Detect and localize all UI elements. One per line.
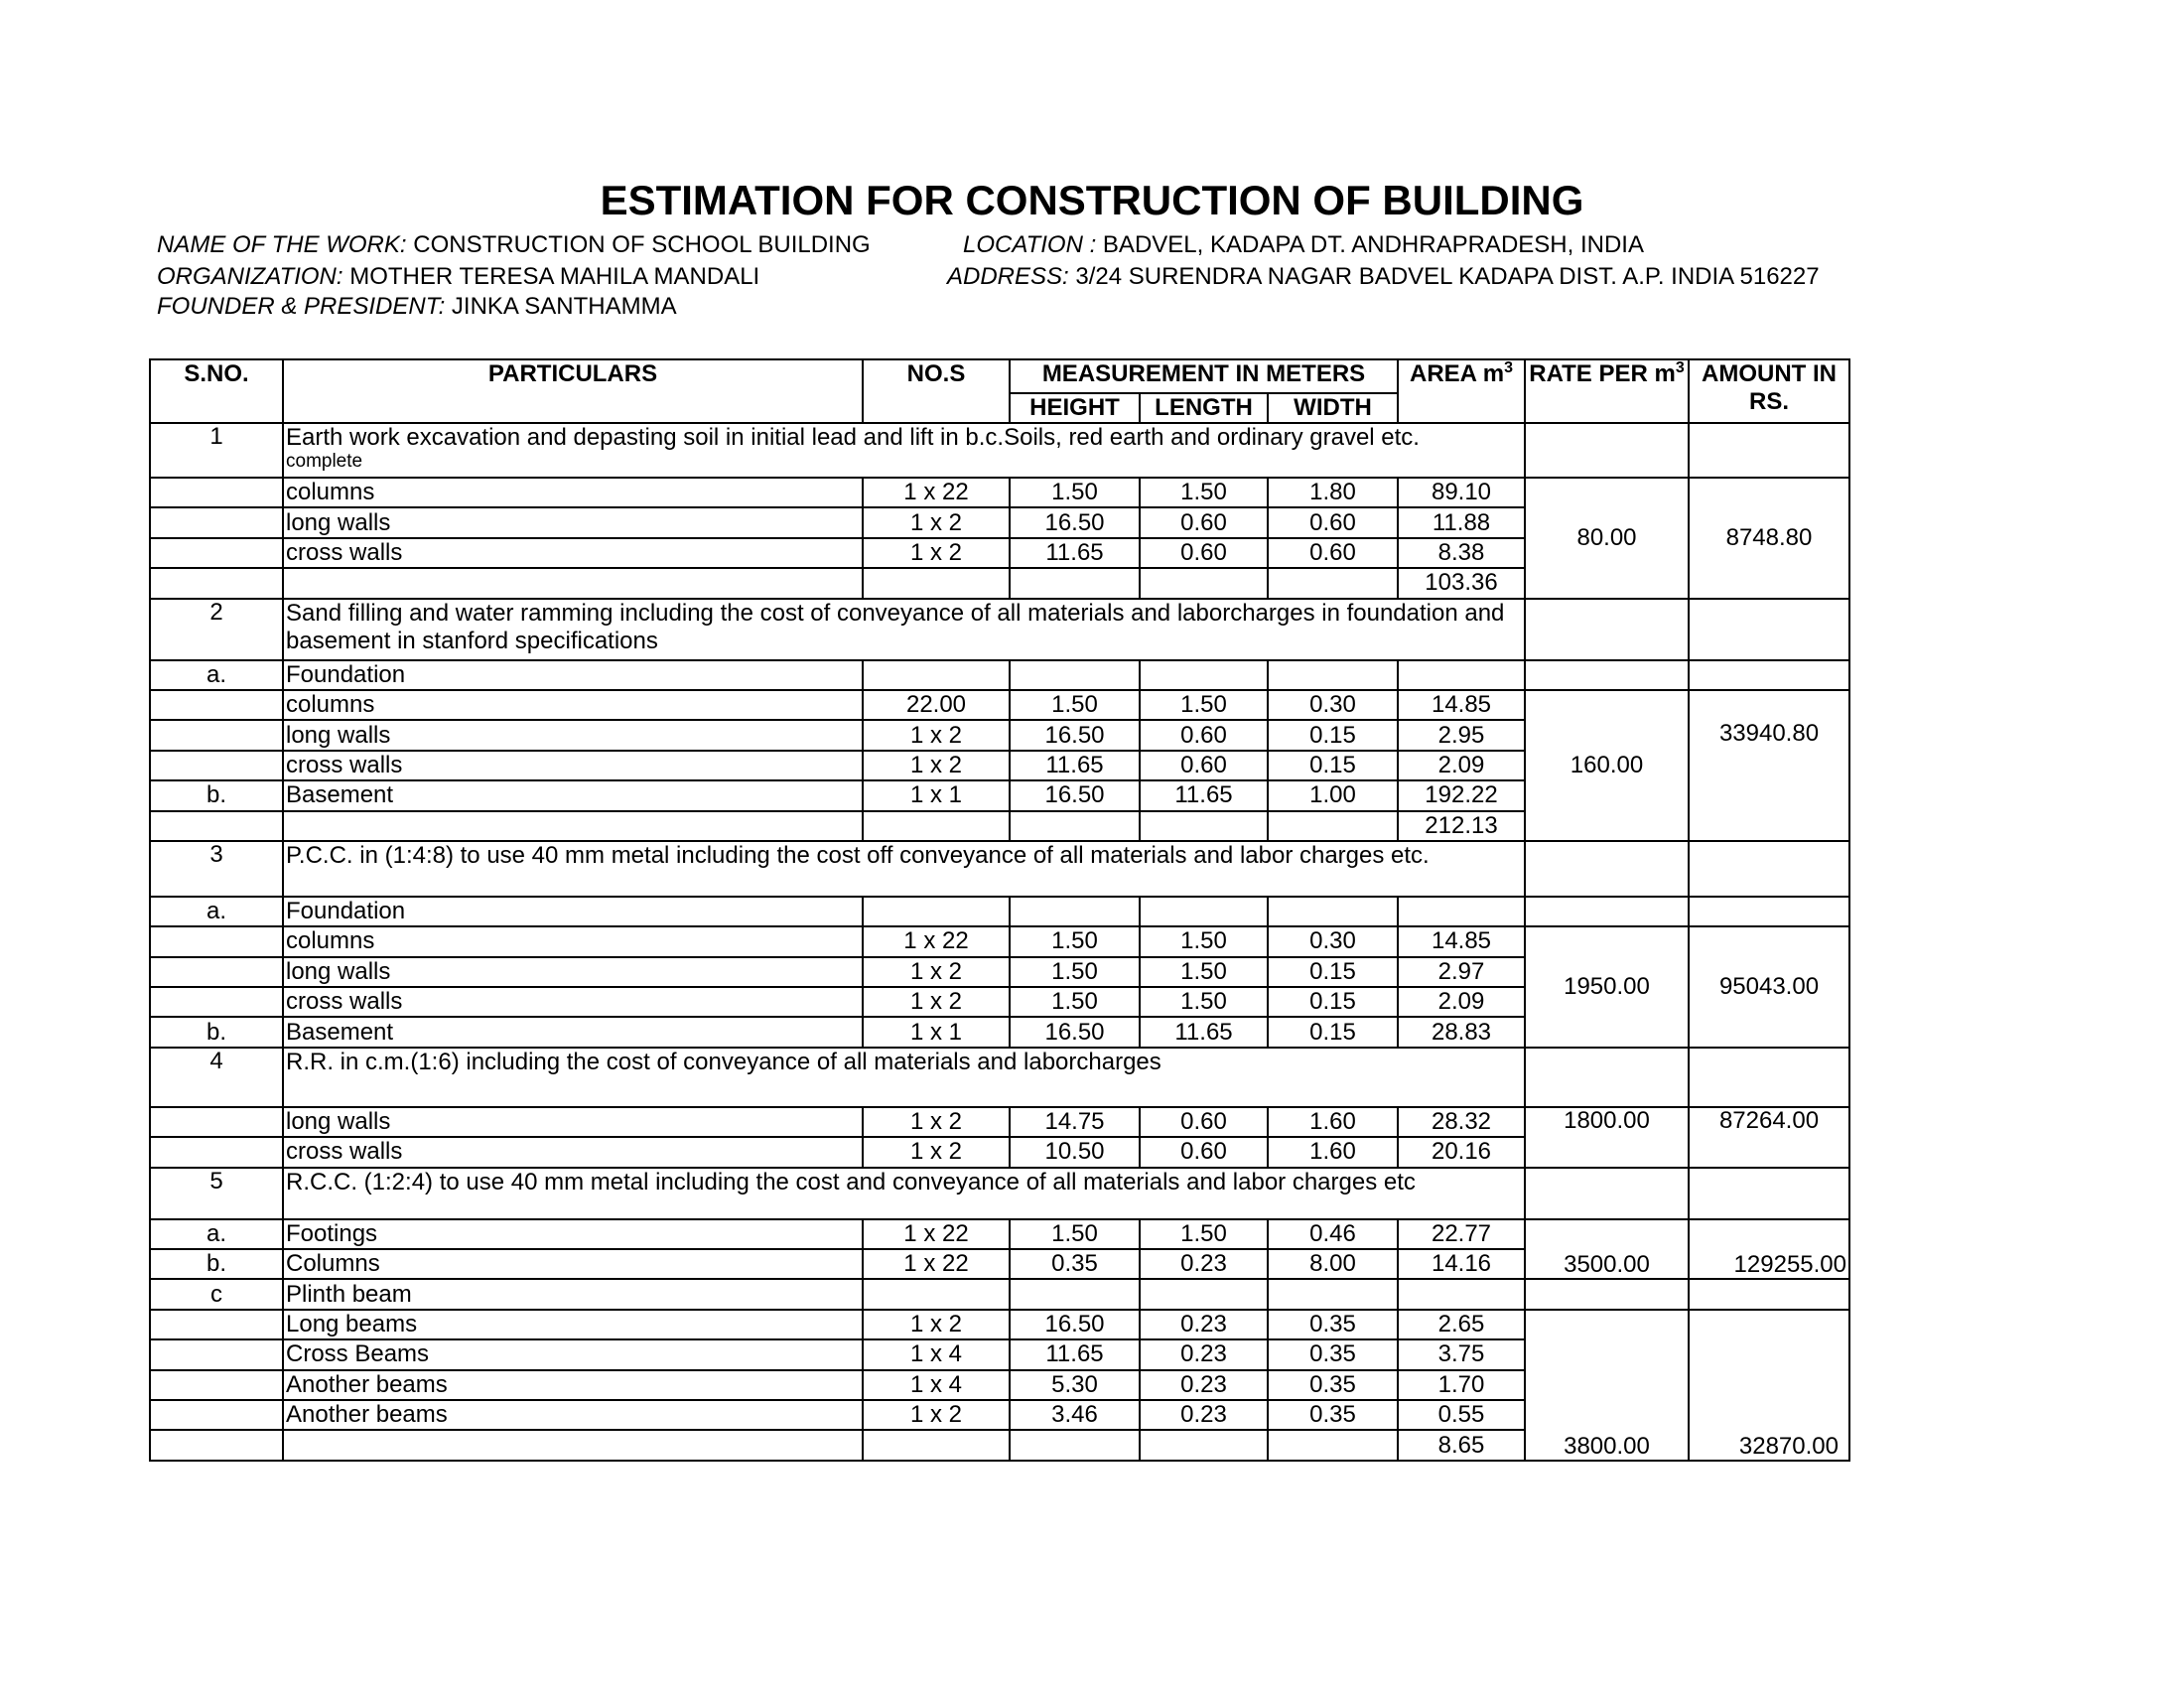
amount-cell: 87264.00	[1689, 1107, 1849, 1168]
table-row	[150, 926, 1849, 956]
item-width	[1268, 1430, 1398, 1460]
item-sno	[150, 1137, 283, 1167]
estimate-table	[149, 358, 1850, 1462]
rate-cell: 3800.00	[1525, 1310, 1689, 1461]
item-area: 2.65	[1398, 1310, 1525, 1339]
item-area: 20.16	[1398, 1137, 1525, 1167]
rate-cell	[1525, 1048, 1689, 1107]
item-width	[1268, 897, 1398, 926]
item-height: 11.65	[1010, 751, 1140, 780]
work-value: CONSTRUCTION OF SCHOOL BUILDING	[413, 231, 871, 258]
item-area: 14.85	[1398, 926, 1525, 956]
item-sno	[150, 690, 283, 720]
item-sno: b.	[150, 1249, 283, 1279]
item-length	[1140, 1430, 1268, 1460]
item-area: 2.95	[1398, 720, 1525, 750]
table-row	[150, 1219, 1849, 1249]
item-width	[1268, 568, 1398, 598]
location-label: LOCATION :	[963, 231, 1097, 258]
table-row	[150, 478, 1849, 507]
item-width	[1268, 811, 1398, 841]
item-nos: 1 x 2	[863, 1107, 1010, 1137]
item-sno	[150, 1430, 283, 1460]
item-sno	[150, 987, 283, 1017]
item-particulars: Basement	[283, 1017, 863, 1047]
section-description	[283, 599, 1525, 660]
section-description	[283, 841, 1525, 897]
section-number: 5	[150, 1168, 283, 1219]
item-length: 1.50	[1140, 478, 1268, 507]
item-length	[1140, 811, 1268, 841]
item-nos	[863, 568, 1010, 598]
item-width: 1.60	[1268, 1137, 1398, 1167]
header-sno: S.NO.	[150, 359, 283, 423]
item-sno: b.	[150, 1017, 283, 1047]
item-particulars: long walls	[283, 1107, 863, 1137]
item-length	[1140, 660, 1268, 690]
amount-cell: 33940.80	[1689, 690, 1849, 841]
item-nos: 1 x 4	[863, 1339, 1010, 1369]
item-particulars	[283, 1430, 863, 1460]
item-particulars: Columns	[283, 1249, 863, 1279]
item-nos: 1 x 22	[863, 1219, 1010, 1249]
item-nos: 1 x 1	[863, 780, 1010, 810]
item-height: 10.50	[1010, 1137, 1140, 1167]
item-area	[1398, 660, 1525, 690]
item-particulars: long walls	[283, 507, 863, 537]
section-description-text: R.C.C. (1:2:4) to use 40 mm metal including the cost and conveyance of all materials and labor charges etc	[286, 1168, 1416, 1196]
section-number: 1	[150, 423, 283, 478]
rate-cell	[1525, 1168, 1689, 1219]
item-nos: 1 x 2	[863, 751, 1010, 780]
item-width: 0.15	[1268, 751, 1398, 780]
item-sno	[150, 811, 283, 841]
section-number: 3	[150, 841, 283, 897]
item-nos	[863, 811, 1010, 841]
item-height: 1.50	[1010, 1219, 1140, 1249]
item-width: 0.35	[1268, 1370, 1398, 1400]
item-area: 28.32	[1398, 1107, 1525, 1137]
item-width: 0.30	[1268, 690, 1398, 720]
item-sno	[150, 957, 283, 987]
item-width: 0.15	[1268, 720, 1398, 750]
header-length: LENGTH	[1140, 393, 1268, 423]
item-sno	[150, 538, 283, 568]
header-height: HEIGHT	[1010, 393, 1140, 423]
item-nos: 1 x 2	[863, 507, 1010, 537]
item-nos: 1 x 2	[863, 720, 1010, 750]
item-area: 0.55	[1398, 1400, 1525, 1430]
address-value: 3/24 SURENDRA NAGAR BADVEL KADAPA DIST. A.P. INDIA 516227	[1075, 263, 1820, 290]
table-row	[150, 1310, 1849, 1339]
section-description-text: Sand filling and water ramming including the cost of conveyance of all materials and laborcharges in foundation and basement in stanford specifications	[286, 599, 1505, 654]
location-value: BADVEL, KADAPA DT. ANDHRAPRADESH, INDIA	[1102, 231, 1644, 258]
amount-cell	[1689, 897, 1849, 926]
item-length: 11.65	[1140, 1017, 1268, 1047]
item-height: 5.30	[1010, 1370, 1140, 1400]
item-width: 0.35	[1268, 1400, 1398, 1430]
item-length: 1.50	[1140, 957, 1268, 987]
item-height	[1010, 1279, 1140, 1309]
item-sno: a.	[150, 660, 283, 690]
item-particulars: Basement	[283, 780, 863, 810]
item-nos	[863, 660, 1010, 690]
item-length: 0.23	[1140, 1310, 1268, 1339]
item-nos: 1 x 1	[863, 1017, 1010, 1047]
item-length: 1.50	[1140, 926, 1268, 956]
item-height	[1010, 897, 1140, 926]
section-description-text: R.R. in c.m.(1:6) including the cost of conveyance of all materials and laborcharges	[286, 1048, 1161, 1075]
header-rate-label: RATE PER m	[1529, 360, 1676, 387]
item-sno	[150, 1370, 283, 1400]
address-label: ADDRESS:	[947, 263, 1069, 290]
organization-line	[157, 263, 759, 291]
item-height: 1.50	[1010, 987, 1140, 1017]
item-particulars: Another beams	[283, 1370, 863, 1400]
item-height: 16.50	[1010, 720, 1140, 750]
rate-cell	[1525, 1279, 1689, 1309]
item-width: 1.00	[1268, 780, 1398, 810]
item-nos: 1 x 2	[863, 1400, 1010, 1430]
header-row	[150, 359, 1849, 393]
item-nos: 1 x 22	[863, 478, 1010, 507]
item-nos: 1 x 2	[863, 987, 1010, 1017]
header-area-sup: 3	[1504, 359, 1514, 376]
item-sno: a.	[150, 1219, 283, 1249]
header-nos: NO.S	[863, 359, 1010, 423]
item-width: 0.15	[1268, 1017, 1398, 1047]
item-width: 0.46	[1268, 1219, 1398, 1249]
item-area: 2.97	[1398, 957, 1525, 987]
item-sno	[150, 1107, 283, 1137]
item-sno	[150, 1339, 283, 1369]
item-height	[1010, 1430, 1140, 1460]
item-nos: 1 x 2	[863, 957, 1010, 987]
item-particulars: columns	[283, 926, 863, 956]
amount-cell	[1689, 841, 1849, 897]
item-area: 212.13	[1398, 811, 1525, 841]
item-width: 0.15	[1268, 987, 1398, 1017]
item-nos: 1 x 4	[863, 1370, 1010, 1400]
section-description-text: Earth work excavation and depasting soil in initial lead and lift in b.c.Soils, red earth and ordinary gravel etc.	[286, 424, 1420, 451]
item-sno: c	[150, 1279, 283, 1309]
item-length: 11.65	[1140, 780, 1268, 810]
header-measurement: MEASUREMENT IN METERS	[1010, 359, 1398, 393]
amount-cell	[1689, 1279, 1849, 1309]
rate-cell	[1525, 660, 1689, 690]
item-particulars: Foundation	[283, 660, 863, 690]
item-length: 0.60	[1140, 538, 1268, 568]
item-width: 0.35	[1268, 1339, 1398, 1369]
item-particulars: cross walls	[283, 538, 863, 568]
header-amount: AMOUNT IN RS.	[1689, 359, 1849, 423]
item-particulars: Another beams	[283, 1400, 863, 1430]
item-width	[1268, 660, 1398, 690]
item-sno	[150, 1310, 283, 1339]
rate-cell: 1800.00	[1525, 1107, 1689, 1168]
item-particulars: columns	[283, 690, 863, 720]
item-area: 103.36	[1398, 568, 1525, 598]
item-width: 8.00	[1268, 1249, 1398, 1279]
item-sno	[150, 926, 283, 956]
item-particulars	[283, 568, 863, 598]
item-height: 16.50	[1010, 1017, 1140, 1047]
item-nos	[863, 1279, 1010, 1309]
item-area: 14.85	[1398, 690, 1525, 720]
item-sno	[150, 507, 283, 537]
rate-cell: 160.00	[1525, 690, 1689, 841]
item-height: 1.50	[1010, 926, 1140, 956]
item-area: 2.09	[1398, 751, 1525, 780]
founder-line	[157, 293, 677, 321]
item-height	[1010, 811, 1140, 841]
item-area: 192.22	[1398, 780, 1525, 810]
item-width: 1.60	[1268, 1107, 1398, 1137]
organization-value: MOTHER TERESA MAHILA MANDALI	[349, 263, 760, 290]
table-row	[150, 1107, 1849, 1137]
item-sno: a.	[150, 897, 283, 926]
item-length: 0.60	[1140, 507, 1268, 537]
amount-cell: 95043.00	[1689, 926, 1849, 1048]
item-length: 0.60	[1140, 751, 1268, 780]
amount-cell: 32870.00	[1689, 1310, 1849, 1461]
rate-cell	[1525, 599, 1689, 660]
item-length: 1.50	[1140, 1219, 1268, 1249]
address-line	[947, 263, 1820, 291]
item-sno	[150, 568, 283, 598]
section-row	[150, 1048, 1849, 1107]
item-height: 3.46	[1010, 1400, 1140, 1430]
rate-cell: 1950.00	[1525, 926, 1689, 1048]
item-length: 1.50	[1140, 690, 1268, 720]
item-area: 89.10	[1398, 478, 1525, 507]
item-nos: 1 x 22	[863, 926, 1010, 956]
item-width: 0.30	[1268, 926, 1398, 956]
item-area: 14.16	[1398, 1249, 1525, 1279]
header-rate-sup: 3	[1675, 359, 1685, 376]
item-nos	[863, 897, 1010, 926]
item-sno	[150, 720, 283, 750]
amount-cell: 8748.80	[1689, 478, 1849, 599]
item-length: 0.23	[1140, 1400, 1268, 1430]
item-length: 0.23	[1140, 1249, 1268, 1279]
section-description	[283, 1168, 1525, 1219]
item-area: 2.09	[1398, 987, 1525, 1017]
founder-value: JINKA SANTHAMMA	[451, 293, 677, 320]
item-height: 0.35	[1010, 1249, 1140, 1279]
item-particulars: columns	[283, 478, 863, 507]
item-particulars: cross walls	[283, 987, 863, 1017]
item-length: 0.23	[1140, 1370, 1268, 1400]
item-width: 0.60	[1268, 538, 1398, 568]
item-height: 16.50	[1010, 780, 1140, 810]
amount-cell	[1689, 660, 1849, 690]
location-line	[963, 231, 1644, 259]
item-height: 16.50	[1010, 507, 1140, 537]
item-particulars: Foundation	[283, 897, 863, 926]
item-area: 28.83	[1398, 1017, 1525, 1047]
item-height: 1.50	[1010, 478, 1140, 507]
section-description	[283, 1048, 1525, 1107]
item-particulars: Cross Beams	[283, 1339, 863, 1369]
item-length	[1140, 897, 1268, 926]
item-length	[1140, 1279, 1268, 1309]
item-area: 22.77	[1398, 1219, 1525, 1249]
item-length: 0.60	[1140, 720, 1268, 750]
work-label: NAME OF THE WORK:	[157, 231, 407, 258]
section-description-text: P.C.C. in (1:4:8) to use 40 mm metal including the cost off conveyance of all materials and labor charges etc.	[286, 841, 1430, 869]
item-sno: b.	[150, 780, 283, 810]
item-nos: 1 x 2	[863, 538, 1010, 568]
item-area: 11.88	[1398, 507, 1525, 537]
item-nos: 1 x 2	[863, 1137, 1010, 1167]
item-particulars: Plinth beam	[283, 1279, 863, 1309]
item-height: 14.75	[1010, 1107, 1140, 1137]
amount-cell	[1689, 1048, 1849, 1107]
header-area	[1398, 359, 1525, 423]
header-area-label: AREA m	[1409, 360, 1505, 387]
item-width: 0.60	[1268, 507, 1398, 537]
item-sno	[150, 751, 283, 780]
amount-cell: 129255.00	[1689, 1219, 1849, 1280]
item-nos: 1 x 2	[863, 1310, 1010, 1339]
page-title: ESTIMATION FOR CONSTRUCTION OF BUILDING	[600, 177, 1584, 223]
rate-cell: 80.00	[1525, 478, 1689, 599]
section-row	[150, 423, 1849, 478]
table-row	[150, 1279, 1849, 1309]
section-number: 2	[150, 599, 283, 660]
item-area	[1398, 897, 1525, 926]
item-particulars: long walls	[283, 957, 863, 987]
item-length	[1140, 568, 1268, 598]
table-row	[150, 660, 1849, 690]
item-area	[1398, 1279, 1525, 1309]
item-particulars	[283, 811, 863, 841]
item-height: 16.50	[1010, 1310, 1140, 1339]
item-width: 1.80	[1268, 478, 1398, 507]
table-row	[150, 897, 1849, 926]
section-description	[283, 423, 1525, 478]
item-length: 1.50	[1140, 987, 1268, 1017]
header-rate	[1525, 359, 1689, 423]
item-width: 0.15	[1268, 957, 1398, 987]
item-length: 0.60	[1140, 1107, 1268, 1137]
amount-cell	[1689, 599, 1849, 660]
item-height: 11.65	[1010, 538, 1140, 568]
item-height	[1010, 660, 1140, 690]
item-height: 1.50	[1010, 957, 1140, 987]
header-width: WIDTH	[1268, 393, 1398, 423]
rate-cell	[1525, 423, 1689, 478]
section-row	[150, 841, 1849, 897]
section-number: 4	[150, 1048, 283, 1107]
item-width	[1268, 1279, 1398, 1309]
item-particulars: cross walls	[283, 751, 863, 780]
founder-label: FOUNDER & PRESIDENT:	[157, 293, 446, 320]
item-area: 3.75	[1398, 1339, 1525, 1369]
item-height: 11.65	[1010, 1339, 1140, 1369]
section-row	[150, 599, 1849, 660]
item-area: 8.65	[1398, 1430, 1525, 1460]
item-nos: 22.00	[863, 690, 1010, 720]
item-area: 1.70	[1398, 1370, 1525, 1400]
header-particulars: PARTICULARS	[283, 359, 863, 423]
item-width: 0.35	[1268, 1310, 1398, 1339]
item-length: 0.60	[1140, 1137, 1268, 1167]
table-row	[150, 690, 1849, 720]
item-sno	[150, 478, 283, 507]
item-particulars: cross walls	[283, 1137, 863, 1167]
item-sno	[150, 1400, 283, 1430]
section-row	[150, 1168, 1849, 1219]
work-line	[157, 231, 871, 259]
rate-cell: 3500.00	[1525, 1219, 1689, 1280]
item-particulars: long walls	[283, 720, 863, 750]
item-nos	[863, 1430, 1010, 1460]
amount-cell	[1689, 423, 1849, 478]
item-height	[1010, 568, 1140, 598]
section-description-note: complete	[286, 451, 363, 472]
item-height: 1.50	[1010, 690, 1140, 720]
organization-label: ORGANIZATION:	[157, 263, 343, 290]
item-area: 8.38	[1398, 538, 1525, 568]
rate-cell	[1525, 841, 1689, 897]
item-particulars: Footings	[283, 1219, 863, 1249]
amount-cell	[1689, 1168, 1849, 1219]
item-nos: 1 x 22	[863, 1249, 1010, 1279]
item-length: 0.23	[1140, 1339, 1268, 1369]
item-particulars: Long beams	[283, 1310, 863, 1339]
rate-cell	[1525, 897, 1689, 926]
